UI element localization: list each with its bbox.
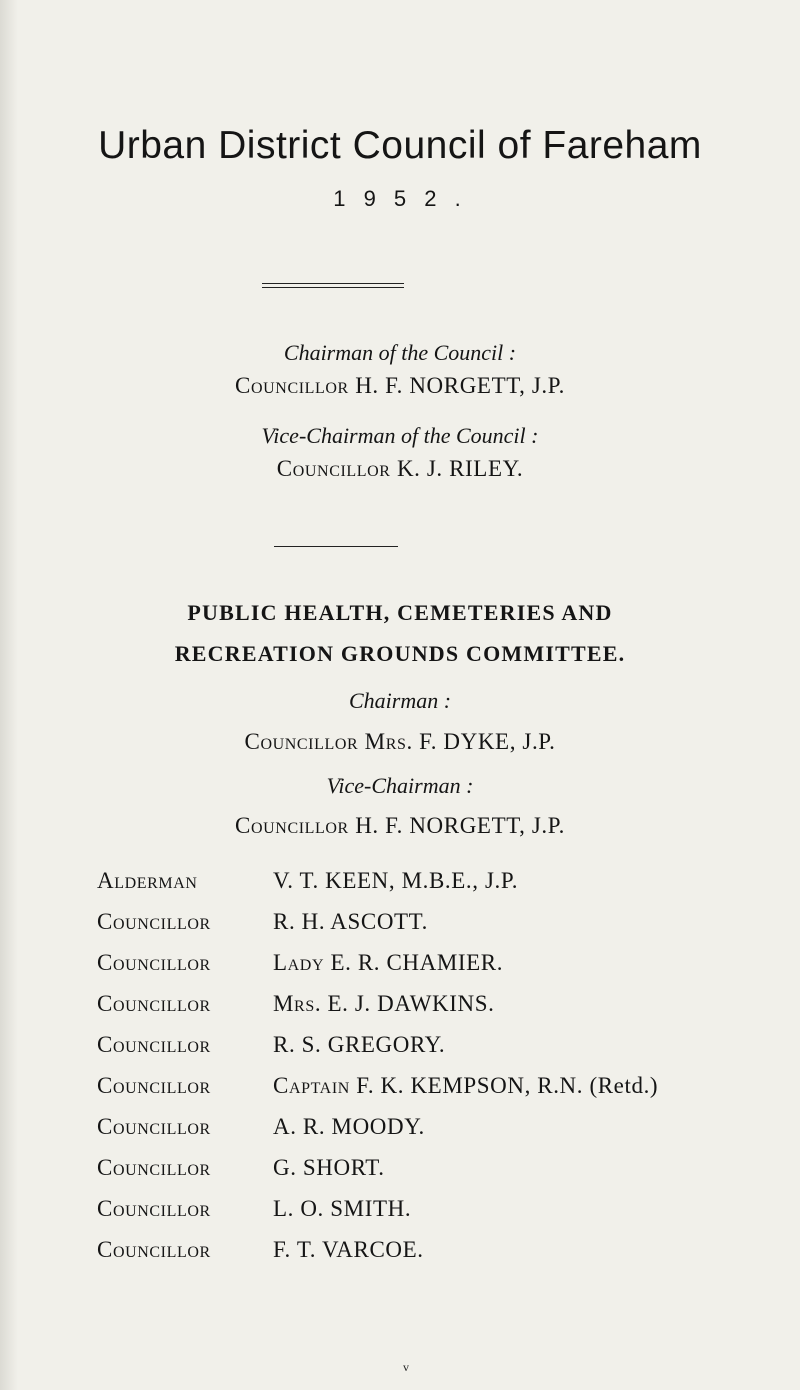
committee-vice-chairman-label: Vice-Chairman : [326, 773, 474, 798]
council-vice-chairman [0, 456, 800, 482]
council-vice-chairman-label: Vice-Chairman of the Council : [261, 423, 539, 448]
role: Councillor [235, 373, 349, 398]
committee-chairman [0, 729, 800, 755]
member-role: Councillor [97, 909, 211, 934]
member-role: Councillor [97, 950, 211, 975]
year: 1 9 5 2 . [333, 186, 467, 211]
member-honorific: Mrs. [273, 991, 322, 1016]
council-chairman [0, 373, 800, 399]
member-role: Councillor [97, 1114, 211, 1139]
member-role: Councillor [97, 1032, 211, 1057]
double-divider [262, 283, 404, 288]
member-honorific: Lady [273, 950, 325, 975]
footer-mark: v [403, 1360, 409, 1374]
member-row [97, 909, 428, 935]
member-name: R. S. GREGORY. [273, 1032, 446, 1057]
member-name: V. T. KEEN, M.B.E., J.P. [273, 868, 519, 893]
member-role: Councillor [97, 1237, 211, 1262]
member-name: A. R. MOODY. [273, 1114, 425, 1139]
member-role: Councillor [97, 1073, 211, 1098]
member-row [97, 1237, 424, 1263]
committee-vice-chairman [0, 813, 800, 839]
person-name: H. F. NORGETT, J.P. [355, 813, 565, 838]
member-name: G. SHORT. [273, 1155, 385, 1180]
member-row [97, 991, 494, 1017]
member-role: Councillor [97, 991, 211, 1016]
member-name: E. R. CHAMIER. [330, 950, 504, 975]
person-name: K. J. RILEY. [396, 456, 524, 481]
member-name: E. J. DAWKINS. [327, 991, 495, 1016]
member-honorific: Captain [273, 1073, 350, 1098]
person-name: F. DYKE, J.P. [419, 729, 556, 754]
committee-heading-line-1: PUBLIC HEALTH, CEMETERIES AND [187, 600, 613, 625]
member-role: Alderman [97, 868, 198, 893]
member-row [97, 1073, 658, 1099]
member-name: F. K. KEMPSON, R.N. (Retd.) [356, 1073, 659, 1098]
member-row [97, 868, 518, 894]
committee-chairman-label: Chairman : [348, 688, 452, 713]
member-name: R. H. ASCOTT. [273, 909, 428, 934]
member-row [97, 1032, 445, 1058]
member-name: F. T. VARCOE. [273, 1237, 424, 1262]
member-row [97, 1114, 425, 1140]
council-chairman-label: Chairman of the Council : [283, 340, 517, 365]
member-name: L. O. SMITH. [273, 1196, 412, 1221]
member-role: Councillor [97, 1196, 211, 1221]
member-row [97, 950, 503, 976]
role: Councillor [235, 813, 349, 838]
role: Councillor [276, 456, 391, 481]
divider [274, 546, 398, 547]
role: Councillor [244, 729, 359, 754]
honorific: Mrs. [364, 729, 413, 754]
member-row [97, 1196, 411, 1222]
committee-heading-line-2: RECREATION GROUNDS COMMITTEE. [174, 641, 626, 666]
person-name: H. F. NORGETT, J.P. [355, 373, 565, 398]
member-row [97, 1155, 385, 1181]
page-title: Urban District Council of Fareham [98, 124, 702, 167]
member-role: Councillor [97, 1155, 211, 1180]
